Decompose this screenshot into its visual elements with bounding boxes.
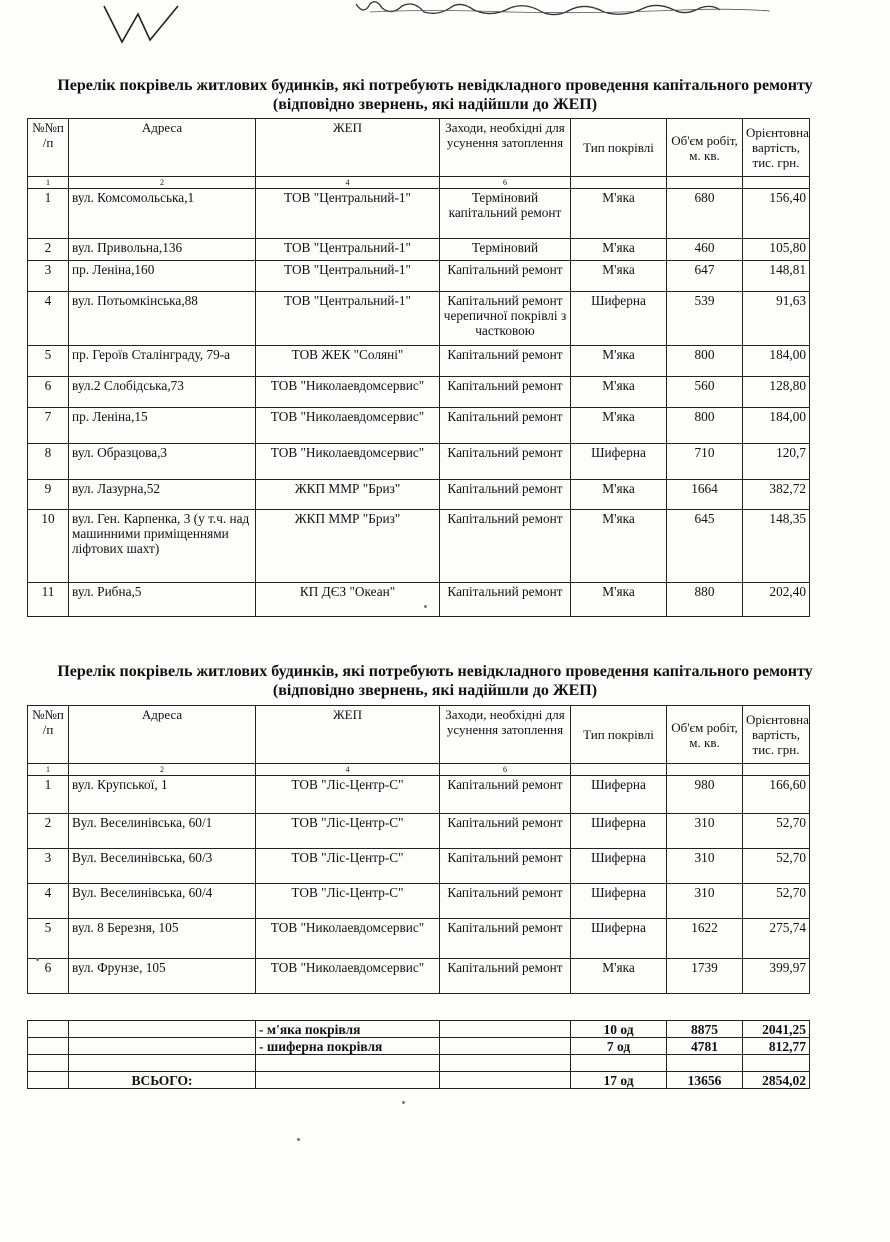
header-zhep: ЖЕП: [256, 119, 440, 177]
cell-n: 7: [28, 408, 69, 444]
table-row: [28, 480, 810, 510]
cell-volume: 460: [667, 239, 743, 261]
cell-address: вул. Фрунзе, 105: [69, 959, 256, 994]
cell-roof: М'яка: [571, 583, 667, 617]
summary-slate-cost: 812,77: [743, 1038, 810, 1055]
table-row: [28, 510, 810, 583]
header-measures: Заходи, необхідні для усунення затоплення: [440, 706, 571, 764]
cell-roof: Шиферна: [571, 444, 667, 480]
summary-slate-count: 7 од: [571, 1038, 667, 1055]
header-cost: Орієнтовна вартість, тис. грн.: [743, 706, 810, 764]
cell-roof: М'яка: [571, 510, 667, 583]
cell-measures: Капітальний ремонт: [440, 444, 571, 480]
summary-total-cost: 2854,02: [743, 1072, 810, 1089]
table-body: [28, 189, 810, 617]
cell-measures: Капітальний ремонт: [440, 346, 571, 377]
table-row: [28, 292, 810, 346]
cell-volume: 539: [667, 292, 743, 346]
column-number: 2: [69, 177, 256, 189]
header-address: Адреса: [69, 706, 256, 764]
column-number: 1: [28, 764, 69, 776]
cell-cost: 148,81: [743, 261, 810, 292]
cell-roof: М'яка: [571, 377, 667, 408]
cell-n: 1: [28, 189, 69, 239]
cell-n: 6: [28, 377, 69, 408]
cell-cost: 52,70: [743, 814, 810, 849]
cell-cost: 382,72: [743, 480, 810, 510]
table-row: [28, 444, 810, 480]
cell-measures: Капітальний ремонт: [440, 583, 571, 617]
cell-zhep: ТОВ "Ліс-Центр-С": [256, 884, 440, 919]
cell-zhep: ТОВ "Николаевдомсервис": [256, 959, 440, 994]
cell-n: 8: [28, 444, 69, 480]
scan-speck: [402, 1101, 405, 1104]
table-row: [28, 959, 810, 994]
cell-measures: Капітальний ремонт: [440, 776, 571, 814]
summary-total-volume: 13656: [667, 1072, 743, 1089]
cell-cost: 91,63: [743, 292, 810, 346]
cell-cost: 120,7: [743, 444, 810, 480]
cell-address: пр. Леніна,160: [69, 261, 256, 292]
cell-zhep: ТОВ "Центральний-1": [256, 261, 440, 292]
column-number: [571, 764, 667, 776]
header-num: №№п /п: [28, 119, 69, 177]
header-num: №№п /п: [28, 706, 69, 764]
cell-volume: 310: [667, 814, 743, 849]
cell-volume: 800: [667, 346, 743, 377]
cell-cost: 52,70: [743, 849, 810, 884]
cell-roof: Шиферна: [571, 884, 667, 919]
cell-roof: М'яка: [571, 959, 667, 994]
table-row: [28, 261, 810, 292]
cell-address: Вул. Веселинівська, 60/1: [69, 814, 256, 849]
cell-zhep: ТОВ "Николаевдомсервис": [256, 408, 440, 444]
page-title: Перелік покрівель житлових будинків, які потребують невідкладного проведення капітального ремонту (відповідно звернень, які надійшли до ЖЕП): [57, 77, 813, 113]
cell-cost: 399,97: [743, 959, 810, 994]
column-number: [743, 177, 810, 189]
cell-zhep: ТОВ "Ліс-Центр-С": [256, 814, 440, 849]
cell-volume: 980: [667, 776, 743, 814]
cell-cost: 128,80: [743, 377, 810, 408]
cell-roof: М'яка: [571, 189, 667, 239]
cell-measures: Капітальний ремонт черепичної покрівлі з частковою: [440, 292, 571, 346]
cell-address: вул. Потьомкінська,88: [69, 292, 256, 346]
cell-measures: Капітальний ремонт: [440, 919, 571, 959]
cell-n: 4: [28, 292, 69, 346]
roof-repair-table: [27, 118, 810, 617]
cell-cost: 202,40: [743, 583, 810, 617]
cell-cost: 184,00: [743, 346, 810, 377]
cell-roof: Шиферна: [571, 776, 667, 814]
table-row: [28, 377, 810, 408]
table-row: [28, 814, 810, 849]
cell-zhep: ТОВ "Центральний-1": [256, 239, 440, 261]
cell-zhep: ТОВ "Николаевдомсервис": [256, 919, 440, 959]
cell-address: вул. Привольна,136: [69, 239, 256, 261]
cell-roof: Шиферна: [571, 919, 667, 959]
column-number: 6: [440, 764, 571, 776]
cell-volume: 800: [667, 408, 743, 444]
cell-volume: 1664: [667, 480, 743, 510]
cell-address: вул. Образцова,3: [69, 444, 256, 480]
scan-speck: [424, 605, 427, 608]
cell-n: 11: [28, 583, 69, 617]
summary-soft-volume: 8875: [667, 1021, 743, 1038]
table-row: [28, 583, 810, 617]
cell-measures: Капітальний ремонт: [440, 884, 571, 919]
cell-n: 6: [28, 959, 69, 994]
table-row: [28, 408, 810, 444]
cell-zhep: ТОВ "Центральний-1": [256, 292, 440, 346]
cell-address: вул.2 Слобідська,73: [69, 377, 256, 408]
section-title: Перелік покрівель житлових будинків, які потребують невідкладного проведення капітального ремонту (відповідно звернень, які надійшли до ЖЕП): [57, 663, 813, 699]
scan-speck: [297, 1138, 300, 1141]
column-number: [571, 177, 667, 189]
cell-cost: 166,60: [743, 776, 810, 814]
table-row: [28, 849, 810, 884]
summary-soft-count: 10 од: [571, 1021, 667, 1038]
cell-n: 2: [28, 814, 69, 849]
column-number: [743, 764, 810, 776]
cell-cost: 275,74: [743, 919, 810, 959]
cell-measures: Капітальний ремонт: [440, 480, 571, 510]
cell-zhep: ЖКП ММР "Бриз": [256, 480, 440, 510]
cell-volume: 645: [667, 510, 743, 583]
cell-roof: М'яка: [571, 261, 667, 292]
header-volume: Об'єм робіт, м. кв.: [667, 706, 743, 764]
summary-total-count: 17 од: [571, 1072, 667, 1089]
header-roof-type: Тип покрівлі: [571, 119, 667, 177]
cell-zhep: ЖКП ММР "Бриз": [256, 510, 440, 583]
cell-n: 10: [28, 510, 69, 583]
column-number: 6: [440, 177, 571, 189]
column-number: [667, 764, 743, 776]
header-cost: Орієнтовна вартість, тис. грн.: [743, 119, 810, 177]
cell-volume: 710: [667, 444, 743, 480]
cell-zhep: КП ДЄЗ "Океан": [256, 583, 440, 617]
header-measures: Заходи, необхідні для усунення затоплення: [440, 119, 571, 177]
roof-repair-table-2: [27, 705, 810, 994]
table-row: [28, 189, 810, 239]
cell-measures: Капітальний ремонт: [440, 849, 571, 884]
cell-measures: Капітальний ремонт: [440, 510, 571, 583]
cell-measures: Капітальний ремонт: [440, 959, 571, 994]
handwritten-scribble: [0, 0, 890, 60]
column-number: 1: [28, 177, 69, 189]
header-roof-type: Тип покрівлі: [571, 706, 667, 764]
cell-roof: Шиферна: [571, 849, 667, 884]
cell-n: 9: [28, 480, 69, 510]
table-row: [28, 919, 810, 959]
cell-volume: 647: [667, 261, 743, 292]
cell-n: 4: [28, 884, 69, 919]
table-row: [28, 776, 810, 814]
cell-n: 5: [28, 346, 69, 377]
cell-n: 1: [28, 776, 69, 814]
header-address: Адреса: [69, 119, 256, 177]
cell-roof: М'яка: [571, 239, 667, 261]
summary-soft-label: - м'яка покрівля: [256, 1021, 440, 1038]
cell-address: вул. Ген. Карпенка, 3 (у т.ч. над машинними приміщеннями ліфтових шахт): [69, 510, 256, 583]
column-number: 4: [256, 764, 440, 776]
cell-address: пр. Героїв Сталінграду, 79-а: [69, 346, 256, 377]
cell-volume: 1739: [667, 959, 743, 994]
cell-measures: Терміновий капітальний ремонт: [440, 189, 571, 239]
cell-address: вул. Комсомольська,1: [69, 189, 256, 239]
cell-zhep: ТОВ ЖЕК "Соляні": [256, 346, 440, 377]
column-number: 4: [256, 177, 440, 189]
cell-address: вул. Рибна,5: [69, 583, 256, 617]
cell-roof: М'яка: [571, 480, 667, 510]
table-row: [28, 239, 810, 261]
cell-zhep: ТОВ "Николаевдомсервис": [256, 377, 440, 408]
cell-address: вул. 8 Березня, 105: [69, 919, 256, 959]
cell-address: Вул. Веселинівська, 60/4: [69, 884, 256, 919]
cell-cost: 184,00: [743, 408, 810, 444]
cell-volume: 310: [667, 849, 743, 884]
cell-cost: 148,35: [743, 510, 810, 583]
cell-cost: 52,70: [743, 884, 810, 919]
cell-address: Вул. Веселинівська, 60/3: [69, 849, 256, 884]
cell-volume: 560: [667, 377, 743, 408]
cell-zhep: ТОВ "Ліс-Центр-С": [256, 776, 440, 814]
cell-n: 2: [28, 239, 69, 261]
cell-cost: 105,80: [743, 239, 810, 261]
scan-speck: [36, 958, 39, 961]
header-zhep: ЖЕП: [256, 706, 440, 764]
cell-measures: Капітальний ремонт: [440, 261, 571, 292]
cell-measures: Капітальний ремонт: [440, 814, 571, 849]
cell-measures: Капітальний ремонт: [440, 377, 571, 408]
cell-cost: 156,40: [743, 189, 810, 239]
cell-measures: Капітальний ремонт: [440, 408, 571, 444]
cell-address: вул. Крупської, 1: [69, 776, 256, 814]
cell-roof: Шиферна: [571, 814, 667, 849]
cell-zhep: ТОВ "Николаевдомсервис": [256, 444, 440, 480]
cell-n: 3: [28, 261, 69, 292]
table-body: [28, 776, 810, 994]
cell-n: 3: [28, 849, 69, 884]
cell-address: вул. Лазурна,52: [69, 480, 256, 510]
cell-address: пр. Леніна,15: [69, 408, 256, 444]
cell-roof: М'яка: [571, 408, 667, 444]
summary-total-label: ВСЬОГО:: [69, 1072, 256, 1089]
cell-volume: 680: [667, 189, 743, 239]
cell-volume: 1622: [667, 919, 743, 959]
cell-zhep: ТОВ "Центральний-1": [256, 189, 440, 239]
cell-measures: Терміновий: [440, 239, 571, 261]
cell-roof: М'яка: [571, 346, 667, 377]
table-row: [28, 884, 810, 919]
summary-soft-cost: 2041,25: [743, 1021, 810, 1038]
summary-slate-volume: 4781: [667, 1038, 743, 1055]
cell-n: 5: [28, 919, 69, 959]
cell-volume: 310: [667, 884, 743, 919]
header-volume: Об'єм робіт, м. кв.: [667, 119, 743, 177]
cell-roof: Шиферна: [571, 292, 667, 346]
cell-zhep: ТОВ "Ліс-Центр-С": [256, 849, 440, 884]
column-number: 2: [69, 764, 256, 776]
summary-slate-label: - шиферна покрівля: [256, 1038, 440, 1055]
column-number: [667, 177, 743, 189]
table-row: [28, 346, 810, 377]
cell-volume: 880: [667, 583, 743, 617]
summary-table: [27, 1020, 810, 1089]
